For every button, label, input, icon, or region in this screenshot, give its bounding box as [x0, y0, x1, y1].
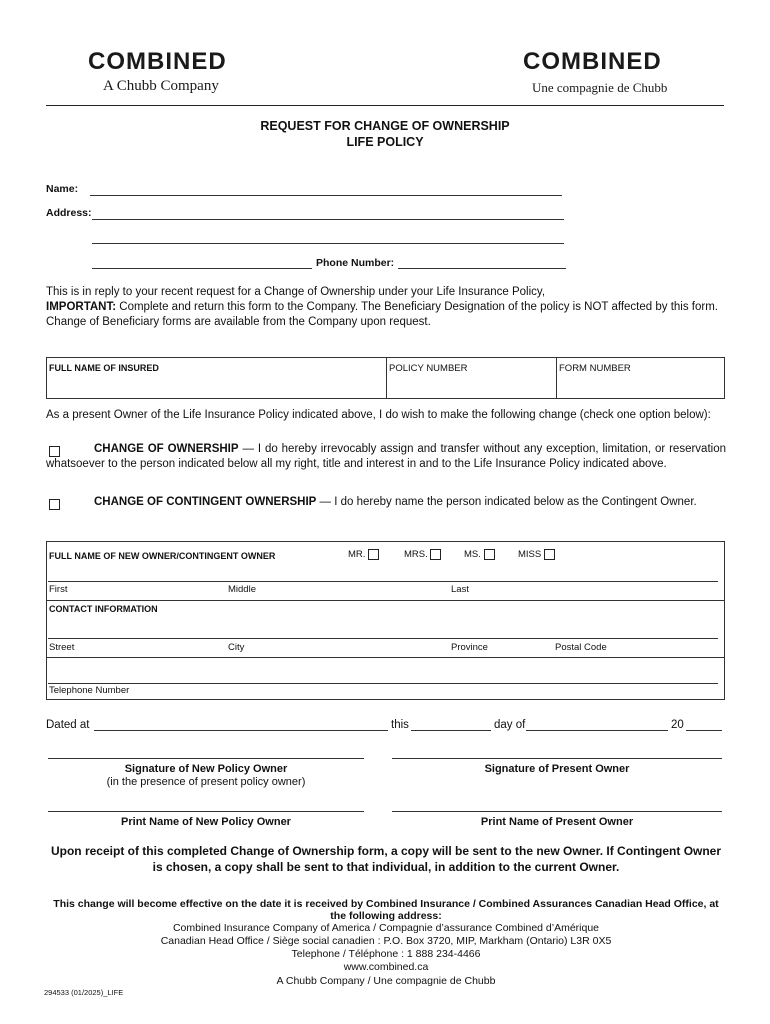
important-text: Complete and return this form to the Company. The Beneficiary Designation of the policy is NOT affected by this form. Change of Beneficiary forms are available from the Company upon request. — [46, 301, 718, 328]
name-field[interactable] — [90, 195, 562, 196]
month-field[interactable] — [526, 730, 668, 731]
company-name: Combined Insurance Company of America / Compagnie d’assurance Combined d’Amérique — [172, 922, 600, 934]
policy-table-divider-2 — [556, 357, 557, 398]
change-ownership-text: — I do hereby irrevocably assign and transfer without any exception, limitation, or reservation whatsoever to the person indicated below all my right, title and interest in and to the Life Insurance Policy indicated above. — [46, 443, 726, 470]
street-label: Street — [49, 642, 75, 653]
change-ownership-option — [46, 442, 726, 472]
logo-right-subtitle: Une compagnie de Chubb — [532, 80, 668, 95]
middle-name-label: Middle — [228, 584, 256, 595]
head-office-address — [46, 922, 726, 974]
change-contingent-text: — I do hereby name the person indicated below as the Contingent Owner. — [319, 496, 697, 508]
first-name-label: First — [49, 584, 68, 595]
title-ms — [464, 549, 495, 560]
header-divider — [46, 105, 724, 106]
phone-field[interactable] — [398, 268, 566, 269]
province-label: Province — [451, 642, 488, 653]
title-ms-checkbox[interactable] — [484, 549, 495, 560]
office-address: Canadian Head Office / Siège social canadien : P.O. Box 3720, MIP, Markham (Ontario) L3R 0X5 — [160, 935, 612, 947]
copy-notice: Upon receipt of this completed Change of Ownership form, a copy will be sent to the new Owner. If Contingent Owner is chosen, a copy shall be sent to that individual, in addition to the current Owner. — [50, 844, 722, 874]
title-miss-checkbox[interactable] — [544, 549, 555, 560]
form-title-line1: REQUEST FOR CHANGE OF OWNERSHIP — [260, 119, 510, 133]
new-owner-print-label: Print Name of New Policy Owner — [121, 816, 291, 828]
title-miss-label: MISS — [518, 549, 542, 561]
title-miss — [518, 549, 555, 560]
address-details-field[interactable] — [48, 638, 718, 639]
office-phone: Telephone / Téléphone : 1 888 234-4466 — [291, 948, 481, 960]
new-owner-print-field[interactable] — [48, 811, 364, 812]
present-owner-signature-field[interactable] — [392, 758, 722, 759]
contact-info-label: CONTACT INFORMATION — [49, 604, 158, 614]
intro-line: This is in reply to your recent request for a Change of Ownership under your Life Insurance Policy, — [46, 286, 546, 298]
title-ms-label: MS. — [464, 549, 481, 561]
address-label: Address: — [46, 207, 92, 219]
owner-table-divider — [46, 600, 724, 601]
policy-table-divider-1 — [386, 357, 387, 398]
new-owner-table — [46, 541, 725, 700]
present-owner-signature-label: Signature of Present Owner — [484, 763, 630, 775]
policy-number-label: POLICY NUMBER — [389, 363, 468, 374]
new-owner-signature-field[interactable] — [48, 758, 364, 759]
form-title — [0, 118, 770, 150]
chubb-tagline: A Chubb Company / Une compagnie de Chubb — [276, 975, 496, 987]
address-field-line1[interactable] — [92, 219, 564, 220]
this-label: this — [391, 719, 409, 731]
dated-at-field[interactable] — [94, 730, 388, 731]
city-label: City — [228, 642, 245, 653]
title-mrs-checkbox[interactable] — [430, 549, 441, 560]
postal-code-label: Postal Code — [555, 642, 607, 653]
last-name-label: Last — [451, 584, 469, 595]
full-name-field[interactable] — [48, 581, 718, 582]
form-number-label: FORM NUMBER — [559, 363, 631, 374]
present-owner-print-label: Print Name of Present Owner — [480, 816, 634, 828]
dated-at-label: Dated at — [46, 719, 90, 731]
title-mr-label: MR. — [348, 549, 366, 561]
day-of-label: day of — [494, 719, 526, 731]
title-mrs — [404, 549, 441, 560]
form-number-field[interactable] — [558, 375, 721, 395]
title-mr — [348, 549, 379, 560]
title-mr-checkbox[interactable] — [368, 549, 379, 560]
logo-left-subtitle: A Chubb Company — [103, 78, 219, 94]
new-owner-name-label: FULL NAME OF NEW OWNER/CONTINGENT OWNER — [49, 551, 276, 561]
year-prefix: 20 — [671, 719, 684, 731]
telephone-field[interactable] — [48, 683, 718, 684]
new-owner-signature-label: Signature of New Policy Owner — [124, 763, 288, 775]
phone-label: Phone Number: — [316, 257, 395, 269]
title-mrs-label: MRS. — [404, 549, 428, 561]
telephone-label: Telephone Number — [49, 685, 130, 696]
change-contingent-label: CHANGE OF CONTINGENT OWNERSHIP — [94, 496, 317, 508]
name-label: Name: — [46, 183, 79, 195]
change-contingent-option — [94, 495, 734, 510]
important-paragraph — [46, 300, 726, 330]
important-label: IMPORTANT: — [46, 301, 117, 313]
website-link[interactable]: www.combined.ca — [343, 961, 429, 973]
combined-logo-right: COMBINED — [523, 48, 662, 75]
new-owner-signature-sublabel: (in the presence of present policy owner) — [106, 776, 306, 788]
effective-notice: This change will become effective on the date it is received by Combined Insurance / Combined Assurances Canadian Head Office, at the following address: — [53, 898, 719, 922]
insured-name-field[interactable] — [48, 375, 384, 395]
contact-divider — [46, 657, 724, 658]
address-field-line2[interactable] — [92, 243, 564, 244]
form-code: 294533 (01/2025)_LIFE — [44, 988, 124, 997]
intro-text — [46, 285, 726, 330]
present-owner-print-field[interactable] — [392, 811, 722, 812]
combined-logo-left: COMBINED — [88, 48, 227, 75]
insured-name-label: FULL NAME OF INSURED — [49, 363, 159, 373]
policy-number-field[interactable] — [388, 375, 554, 395]
address-field-line3[interactable] — [92, 268, 312, 269]
form-title-line2: LIFE POLICY — [346, 135, 424, 149]
change-intro: As a present Owner of the Life Insurance Policy indicated above, I do wish to make the following change (check one option below): — [46, 409, 711, 421]
year-field[interactable] — [686, 730, 722, 731]
day-field[interactable] — [411, 730, 491, 731]
change-contingent-checkbox[interactable] — [49, 496, 60, 514]
change-ownership-label: CHANGE OF OWNERSHIP — [94, 443, 239, 455]
